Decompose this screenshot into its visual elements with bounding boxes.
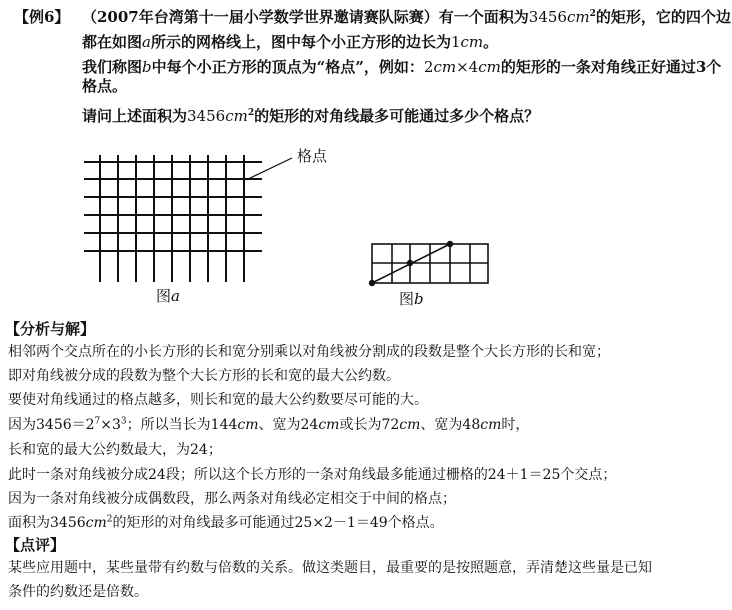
analysis-line-6: 此时一条对角线被分成24段；所以这个长方形的一条对角线最多能通过栅格的24＋1＝25个交点； <box>8 467 617 483</box>
comment-line-1: 某些应用题中，某些量带有约数与倍数的关系。做这类题目，最重要的是按照题意，弄清楚这些量是已知 <box>8 560 652 576</box>
problem-line1-tail: 的矩形，它的四个边 <box>595 8 731 26</box>
problem-line2-c: 。 <box>483 33 499 51</box>
side-length-unit: cm <box>460 33 484 51</box>
problem-line2-b: 所示的网格线上，图中每个小正方形的边长为 <box>150 33 451 51</box>
l4-g: 时， <box>501 417 530 433</box>
l4-v3: 72 <box>381 417 400 433</box>
question-a: 请问上述面积为 <box>82 107 188 125</box>
analysis-line-1: 相邻两个交点所在的小长方形的长和宽分别乘以对角线被分割成的段数是整个大长方形的长和宽； <box>8 344 610 360</box>
caption-b-letter: b <box>414 290 424 308</box>
comment-line-2: 条件的约数还是倍数。 <box>8 584 148 600</box>
grid-figure-b <box>372 244 488 283</box>
l4-u2: cm <box>318 417 340 433</box>
l8-area: 3456 <box>50 515 86 531</box>
l4-exp7: 7 <box>94 416 101 427</box>
analysis-line-3: 要使对角线通过的格点越多，则长和宽的最大公约数要尽可能的大。 <box>8 392 428 408</box>
l4-u4: cm <box>480 417 502 433</box>
example-width: 2 <box>423 58 434 76</box>
lattice-point-label: 格点 <box>297 147 328 165</box>
analysis-line-2: 即对角线被分成的段数为整个大长方形的长和宽的最大公约数。 <box>8 368 400 384</box>
analysis-line-7: 因为一条对角线被分成偶数段，那么两条对角线必定相交于中间的格点； <box>8 491 456 507</box>
problem-area: 3456 <box>528 8 567 26</box>
l4-v4: 48 <box>462 417 481 433</box>
problem-line3-a: 我们称图 <box>82 58 143 76</box>
l4-e: 或长为 <box>339 417 382 433</box>
problem-line-4: 格点。 <box>82 77 128 95</box>
problem-line-1: （2007年台湾第十一届小学数学世界邀请赛队际赛）有一个面积为$3456cm^2$的矩形，它的四个边 <box>82 8 731 26</box>
l4-c: ；所以当长为 <box>126 417 211 433</box>
problem-intro: 有一个面积为 <box>438 8 529 26</box>
l8-unit: cm <box>85 515 107 531</box>
question-area-unit: cm <box>225 107 248 125</box>
l4-exp3: 3 <box>120 416 127 427</box>
problem-line2-a: 都在如图 <box>82 33 143 51</box>
grid-figure-a <box>84 155 262 282</box>
comment-heading: 【点评】 <box>5 536 66 554</box>
example-width-unit: cm <box>433 58 457 76</box>
figure-b-ref: b <box>142 58 152 76</box>
caption-figure-a <box>156 289 180 304</box>
caption-figure-b <box>399 292 424 307</box>
problem-source: （2007年台湾第十一届小学数学世界邀请赛队际赛） <box>82 8 439 26</box>
problem-line3-c: 的矩形的一条对角线正好通过3个 <box>500 58 722 76</box>
l4-d: 、宽为 <box>258 417 301 433</box>
problem-question: 请问上述面积为$3456cm^2$的矩形的对角线最多可能通过多少个格点？ <box>82 107 540 125</box>
l4-b: ×3 <box>100 417 121 433</box>
l4-v2: 24 <box>300 417 319 433</box>
figure-a-ref: a <box>142 33 151 51</box>
caption-b-prefix: 图 <box>399 290 415 308</box>
l4-u3: cm <box>399 417 421 433</box>
l8-b: 的矩形的对角线最多可能通过25×2－1＝49个格点。 <box>112 515 444 531</box>
analysis-line-5: 长和宽的最大公约数最大，为24； <box>8 442 222 458</box>
caption-a-letter: a <box>171 287 180 305</box>
question-area: 3456 <box>187 107 226 125</box>
times-sign: × <box>456 58 469 76</box>
l4-u1: cm <box>237 417 259 433</box>
analysis-line-4 <box>8 418 529 432</box>
l4-a: 因为3456＝2 <box>8 417 95 433</box>
l8-a: 面积为 <box>8 515 50 531</box>
side-length: 1 <box>450 33 461 51</box>
analysis-heading: 【分析与解】 <box>5 320 96 338</box>
example-length-unit: cm <box>478 58 501 76</box>
example-tag: 【例6】 <box>14 8 70 26</box>
problem-area-unit: cm <box>566 8 590 26</box>
l4-v1: 144 <box>210 417 238 433</box>
caption-a-prefix: 图 <box>156 287 172 305</box>
problem-line3-b: 中每个小正方形的顶点为“格点”，例如： <box>151 58 424 76</box>
example-length: 4 <box>468 58 479 76</box>
analysis-line-8: 面积为$3456cm^2$的矩形的对角线最多可能通过25×2－1＝49个格点。 <box>8 514 444 531</box>
question-b: 的矩形的对角线最多可能通过多少个格点？ <box>254 107 540 125</box>
l4-f: 、宽为 <box>420 417 463 433</box>
